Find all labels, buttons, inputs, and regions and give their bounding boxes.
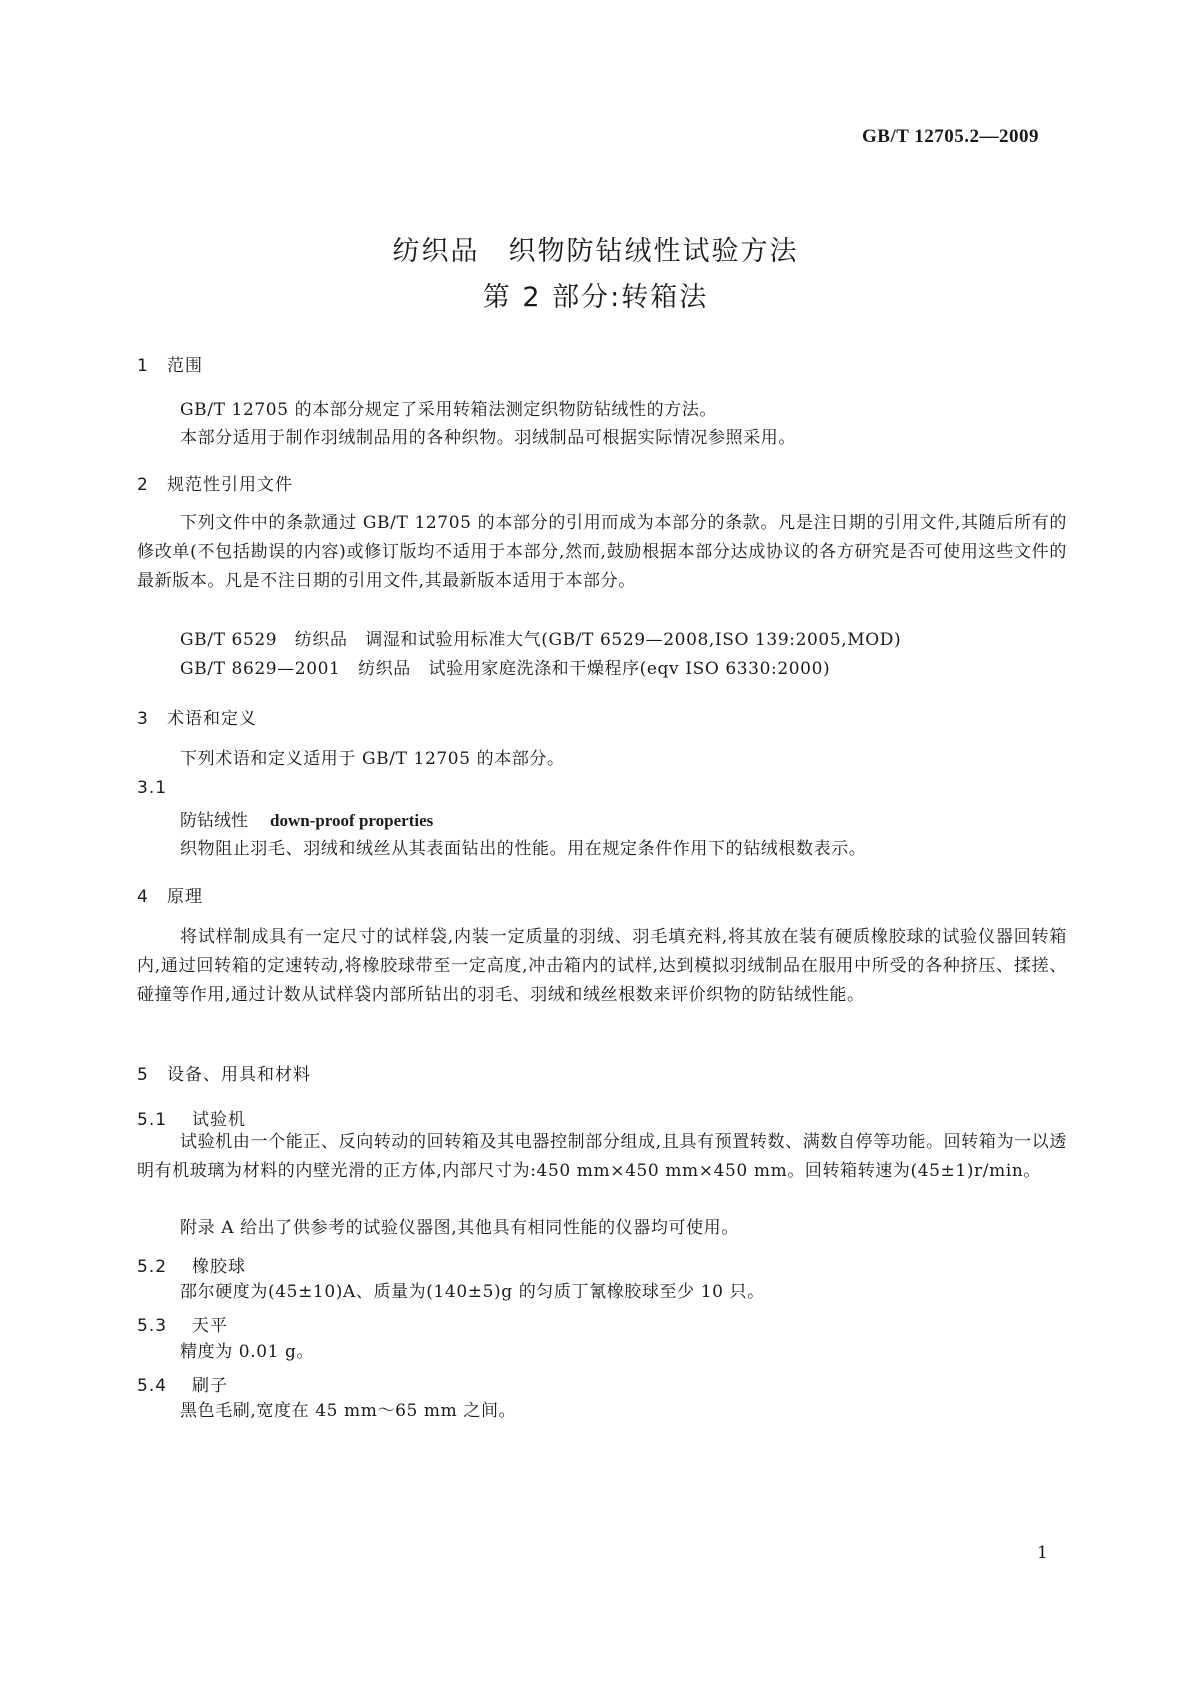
term-english: down-proof properties — [270, 811, 434, 830]
term-definition: 织物阻止羽毛、羽绒和绒丝从其表面钻出的性能。用在规定条件作用下的钻绒根数表示。 — [180, 839, 867, 859]
subsection-5-1-paragraph-2: 附录 A 给出了供参考的试验仪器图,其他具有相同性能的仪器均可使用。 — [180, 1218, 739, 1238]
section-1-paragraph-1: GB/T 12705 的本部分规定了采用转箱法测定织物防钻绒性的方法。 — [180, 400, 718, 420]
subsection-5-2-heading — [137, 1252, 246, 1277]
page-number: 1 — [1037, 1543, 1048, 1563]
subsection-5-2-paragraph-1: 邵尔硬度为(45±10)A、质量为(140±5)g 的匀质丁氰橡胶球至少 10 只。 — [180, 1282, 765, 1302]
section-number: 4 — [137, 887, 149, 907]
term-entry — [180, 806, 433, 831]
document-title-line1: 纺织品 织物防钻绒性试验方法 — [392, 236, 799, 267]
standard-number: GB/T 12705.2—2009 — [862, 126, 1040, 147]
normative-reference-1: GB/T 6529 纺织品 调湿和试验用标准大气(GB/T 6529—2008,ISO 139:2005,MOD) — [180, 630, 902, 650]
subsection-title: 试验机 — [192, 1110, 246, 1130]
section-1-paragraph-2: 本部分适用于制作羽绒制品用的各种织物。羽绒制品可根据实际情况参照采用。 — [180, 428, 796, 448]
subsection-5-4-paragraph-1: 黑色毛刷,宽度在 45 mm～65 mm 之间。 — [180, 1401, 517, 1421]
section-4-heading — [137, 882, 203, 907]
section-title: 范围 — [167, 356, 203, 376]
subsection-5-3-heading — [137, 1311, 228, 1336]
term-chinese: 防钻绒性 — [180, 811, 248, 831]
subsection-3-1-number: 3.1 — [137, 778, 168, 798]
subsection-5-1-heading — [137, 1105, 246, 1130]
subsection-title: 天平 — [192, 1316, 228, 1336]
section-title: 设备、用具和材料 — [167, 1065, 311, 1085]
section-number: 2 — [137, 475, 149, 495]
subsection-number: 5.2 — [137, 1257, 168, 1277]
section-5-heading — [137, 1060, 311, 1085]
section-number: 1 — [137, 356, 149, 376]
normative-reference-2: GB/T 8629—2001 纺织品 试验用家庭洗涤和干燥程序(eqv ISO 6330:2000) — [180, 659, 831, 679]
section-4-paragraph-1: 将试样制成具有一定尺寸的试样袋,内装一定质量的羽绒、羽毛填充料,将其放在装有硬质橡胶球的试验仪器回转箱内,通过回转箱的定速转动,将橡胶球带至一定高度,冲击箱内的试样,达到模拟羽绒制品在服用中所受的各种挤压、揉搓、碰撞等作用,通过计数从试样袋内部所钻出的羽毛、羽绒和绒丝根数来评价织物的防钻绒性能。 — [137, 927, 1067, 1005]
section-number: 5 — [137, 1065, 149, 1085]
section-2-heading — [137, 470, 293, 495]
section-1-heading — [137, 351, 203, 376]
subsection-number: 5.4 — [137, 1376, 168, 1396]
subsection-number: 5.1 — [137, 1110, 168, 1130]
subsection-title: 刷子 — [192, 1376, 228, 1396]
section-number: 3 — [137, 709, 149, 729]
subsection-5-3-paragraph-1: 精度为 0.01 g。 — [180, 1342, 315, 1362]
section-3-paragraph-1: 下列术语和定义适用于 GB/T 12705 的本部分。 — [180, 749, 565, 769]
subsection-5-1-paragraph-1: 试验机由一个能正、反向转动的回转箱及其电器控制部分组成,且具有预置转数、满数自停等功能。回转箱为一以透明有机玻璃为材料的内壁光滑的正方体,内部尺寸为:450 mm×450 mm×450 mm。回转箱转速为(45±1)r/min。 — [137, 1132, 1067, 1181]
subsection-number: 5.3 — [137, 1316, 168, 1336]
subsection-title: 橡胶球 — [192, 1257, 246, 1277]
subsection-5-4-heading — [137, 1371, 228, 1396]
section-title: 规范性引用文件 — [167, 475, 293, 495]
document-title-line2: 第 2 部分:转箱法 — [482, 282, 709, 313]
section-title: 术语和定义 — [167, 709, 257, 729]
section-2-paragraph-1: 下列文件中的条款通过 GB/T 12705 的本部分的引用而成为本部分的条款。凡是注日期的引用文件,其随后所有的修改单(不包括勘误的内容)或修订版均不适用于本部分,然而,鼓励根据本部分达成协议的各方研究是否可使用这些文件的最新版本。凡是不注日期的引用文件,其最新版本适用于本部分。 — [137, 513, 1067, 591]
section-3-heading — [137, 704, 257, 729]
section-title: 原理 — [167, 887, 203, 907]
